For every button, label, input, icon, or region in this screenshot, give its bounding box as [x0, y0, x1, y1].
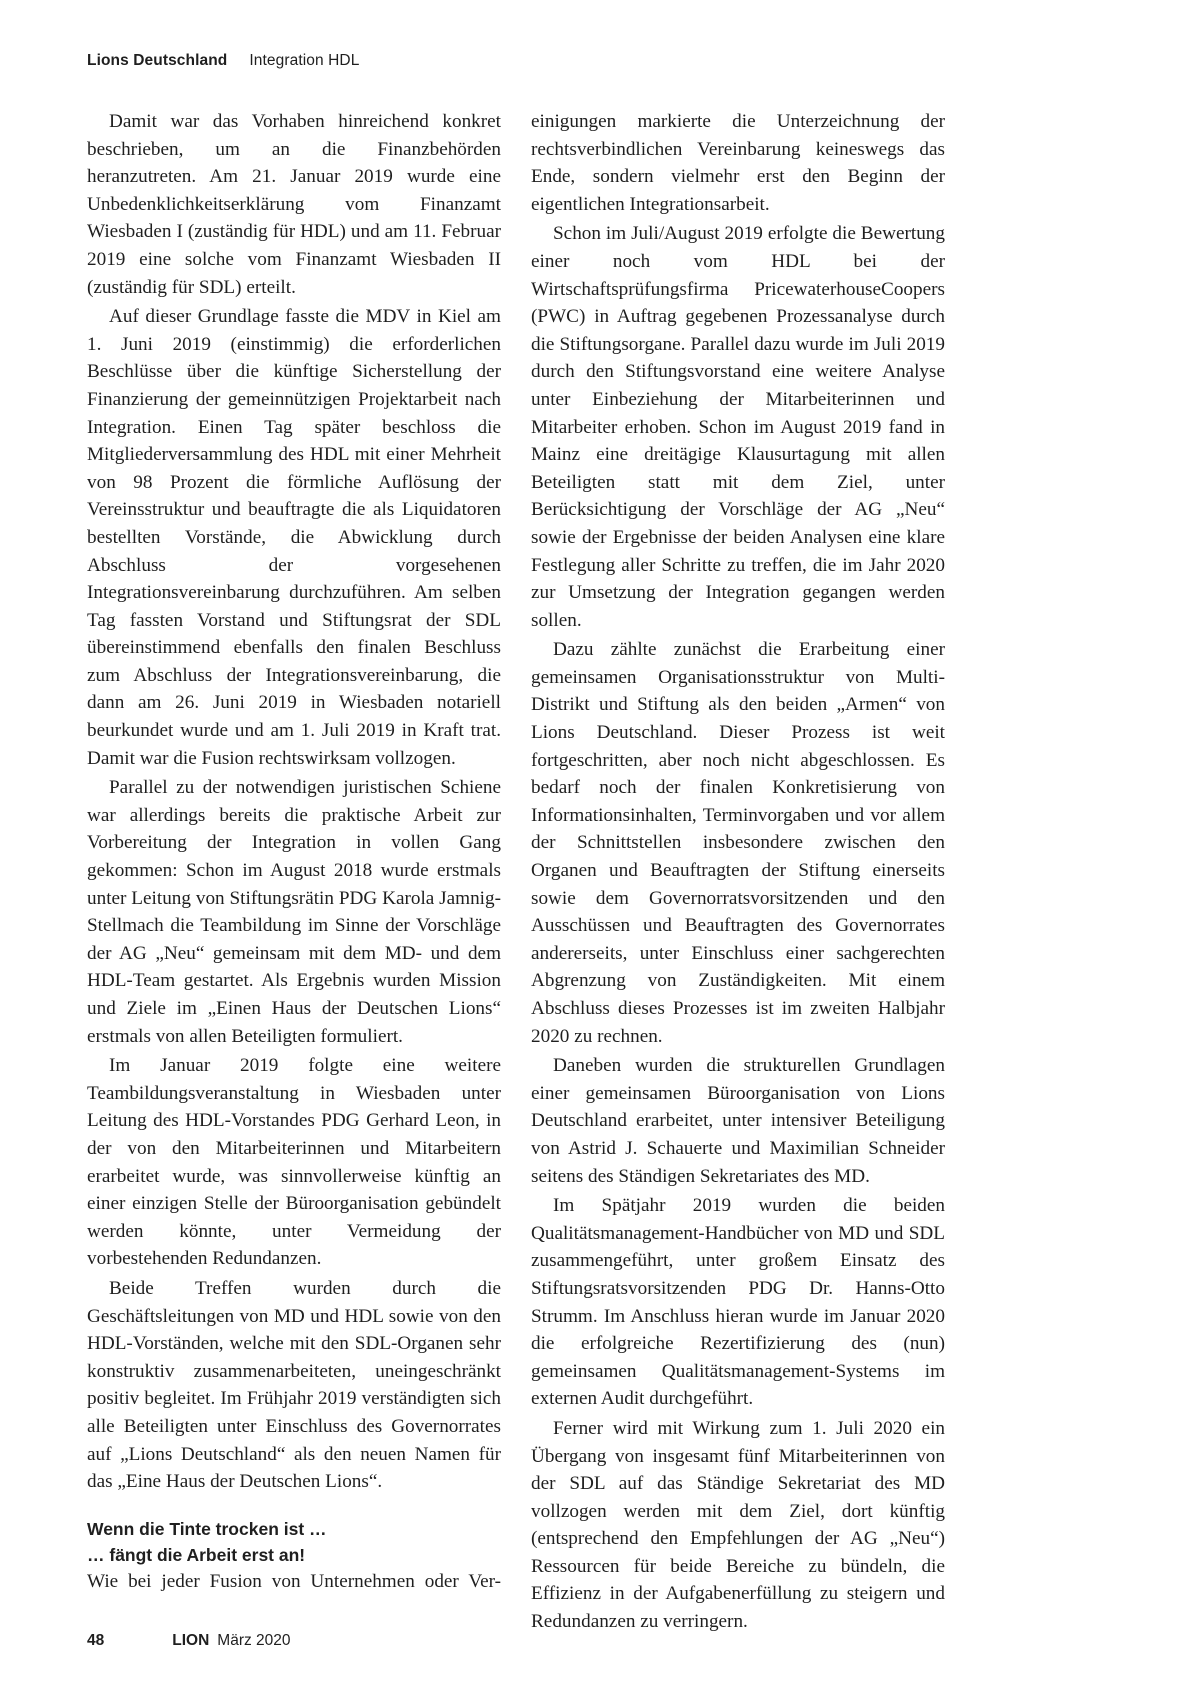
magazine-name: LION — [172, 1632, 210, 1649]
running-header — [87, 52, 359, 70]
body-paragraph: Daneben wurden die strukturellen Grundlagen einer gemeinsamen Büroorganisation von Lions Deutschland erarbeitet, unter intensiver Beteiligung von Astrid J. Schauerte und Maximilian Schneider seitens des Ständigen Sekretariates des MD. — [531, 1055, 945, 1187]
body-paragraph-start: Wie bei jeder Fusion von Unternehmen oder Ver- — [87, 1570, 501, 1592]
body-paragraph: Damit war das Vorhaben hinreichend konkret beschrieben, um an die Finanzbehörden heranzutreten. Am 21. Januar 2019 wurde eine Unbedenklichkeitserklärung vom Finanzamt Wiesbaden I (zuständig für HDL) und am 11. Februar 2019 eine solche vom Finanzamt Wiesbaden II (zuständig für SDL) erteilt. — [87, 111, 501, 298]
page-footer — [87, 1632, 291, 1650]
body-paragraph: Schon im Juli/August 2019 erfolgte die Bewertung einer noch vom HDL bei der Wirtschaftsprüfungsfirma PricewaterhouseCoopers (PWC) in Auftrag gegebenen Prozessanalyse durch die Stiftungsorgane. Parallel dazu wurde im Juli 2019 durch den Stiftungsvorstand eine weitere Analyse unter Einbeziehung der Mitarbeiterinnen und Mitarbeiter erhoben. Schon im August 2019 fand in Mainz eine dreitägige Klausurtagung mit allen Beteiligten statt mit dem Ziel, unter Berücksichtigung der Vorschläge der AG „Neu“ sowie der Ergebnisse der beiden Analysen eine klare Festlegung aller Schritte zu treffen, die im Jahr 2020 zur Umsetzung der Integration gegangen werden sollen. — [531, 223, 945, 631]
page-number: 48 — [87, 1632, 105, 1649]
body-paragraph: Ferner wird mit Wirkung zum 1. Juli 2020 ein Übergang von insgesamt fünf Mitarbeiterinnen von der SDL auf das Ständige Sekretariat des MD vollzogen werden mit dem Ziel, dort künftig (entsprechend den Empfehlungen der AG „Neu“) Ressourcen für beide Bereiche zu bündeln, die Effizienz in der Aufgabenerfüllung zu steigern und Redundanzen zu verringern. — [531, 1417, 945, 1633]
subheading-line-2: … fängt die Arbeit erst an! — [87, 1544, 306, 1565]
body-paragraph: Parallel zu der notwendigen juristischen Schiene war allerdings bereits die praktische Arbeit zur Vorbereitung der Integration in vollen Gang gekommen: Schon im August 2018 wurde erstmals unter Leitung von Stiftungsrätin PDG Karola Jamnig-Stellmach die Teambildung im Sinne der Vorschläge der AG „Neu“ gemeinsam mit dem MD- und dem HDL-Team gestartet. Als Ergebnis wurden Mission und Ziele im „Einen Haus der Deutschen Lions“ erstmals von allen Beteiligten formuliert. — [87, 777, 501, 1047]
issue-date: März 2020 — [217, 1632, 291, 1649]
right-column — [531, 108, 945, 1636]
section-subheading — [87, 1516, 501, 1568]
body-paragraph: Dazu zählte zunächst die Erarbeitung einer gemeinsamen Organisationsstruktur von Multi-Distrikt und Stiftung als den beiden „Armen“ von Lions Deutschland. Dieser Prozess ist weit fortgeschritten, aber noch nicht abgeschlossen. Es bedarf noch der finalen Konkretisierung von Informationsinhalten, Terminvorgaben und vor allem der Schnittstellen insbesondere zwischen den Organen und Beauftragten der Stiftung einerseits sowie dem Governorratsvorsitzenden und den Ausschüssen und Beauftragten des Governorrates andererseits, unter Einschluss einer sachgerechten Abgrenzung von Zuständigkeiten. Mit einem Abschluss dieses Prozesses ist im zweiten Halbjahr 2020 zu rechnen. — [531, 639, 945, 1047]
subheading-line-1: Wenn die Tinte trocken ist … — [87, 1518, 327, 1539]
body-paragraph: Beide Treffen wurden durch die Geschäftsleitungen von MD und HDL sowie von den HDL-Vorständen, welche mit den SDL-Organen sehr konstruktiv zusammenarbeiteten, uneingeschränkt positiv begleitet. Im Frühjahr 2019 verständigten sich alle Beteiligten unter Einschluss des Governorrates auf „Lions Deutschland“ als den neuen Namen für das „Eine Haus der Deutschen Lions“. — [87, 1277, 501, 1493]
header-section: Integration HDL — [249, 52, 360, 69]
body-paragraph: Im Spätjahr 2019 wurden die beiden Qualitätsmanagement-Handbücher von MD und SDL zusammengeführt, unter großem Einsatz des Stiftungsratsvorsitzenden PDG Dr. Hanns-Otto Strumm. Im Anschluss hieran wurde im Januar 2020 die erfolgreiche Rezertifizierung des (nun) gemeinsamen Qualitätsmanagement-Systems im externen Audit durchgeführt. — [531, 1195, 945, 1410]
left-column — [87, 108, 501, 1595]
body-paragraph: Im Januar 2019 folgte eine weitere Teambildungsveranstaltung in Wiesbaden unter Leitung des HDL-Vorstandes PDG Gerhard Leon, in der von den Mitarbeiterinnen und Mitarbeitern erarbeitet wurde, was sinnvollerweise künftig an einer einzigen Stelle der Büroorganisation gebündelt werden könnte, unter Vermeidung der vorbestehenden Redundanzen. — [87, 1055, 501, 1270]
body-paragraph-continuation: einigungen markierte die Unterzeichnung der rechtsverbindlichen Vereinbarung keineswegs das Ende, sondern vielmehr erst den Beginn der eigentlichen Integrationsarbeit. — [531, 111, 945, 215]
header-organization: Lions Deutschland — [87, 52, 228, 69]
body-paragraph: Auf dieser Grundlage fasste die MDV in Kiel am 1. Juni 2019 (einstimmig) die erforderlichen Beschlüsse über die künftige Sicherstellung der Finanzierung der gemeinnützigen Projektarbeit nach Integration. Einen Tag später beschloss die Mitgliederversammlung des HDL mit einer Mehrheit von 98 Prozent die förmliche Auflösung der Vereinsstruktur und beauftragte die als Liquidatoren bestellten Vorstände, die Abwicklung durch Abschluss der vorgesehenen Integrationsvereinbarung durchzuführen. Am selben Tag fassten Vorstand und Stiftungsrat der SDL übereinstimmend ebenfalls den finalen Beschluss zum Abschluss der Integrationsvereinbarung, die dann am 26. Juni 2019 in Wiesbaden notariell beurkundet wurde und am 1. Juli 2019 in Kraft trat. Damit war die Fusion rechtswirksam vollzogen. — [87, 306, 501, 769]
